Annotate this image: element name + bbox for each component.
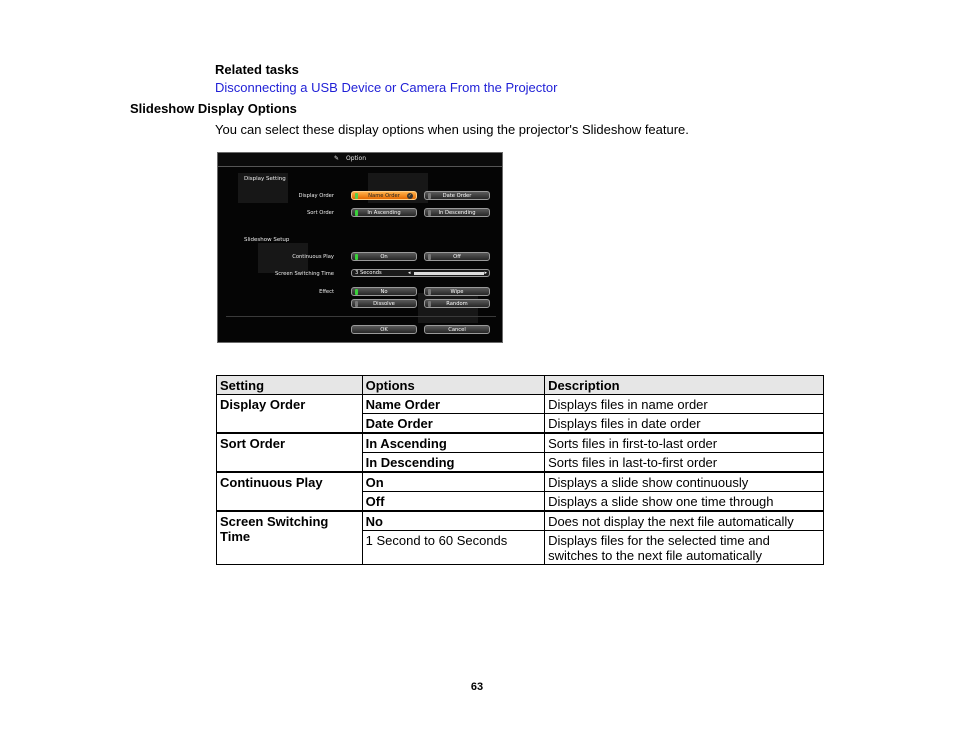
sort-order-label: Sort Order [306,210,334,216]
selected-indicator-icon [355,193,358,199]
description-cell: Sorts files in first-to-last order [545,433,824,453]
slideshow-setup-section: Slideshow Setup [244,237,290,243]
description-cell: Does not display the next file automatically [545,511,824,531]
setting-cell: Display Order [217,395,363,434]
in-descending-button[interactable]: In Descending [424,208,490,217]
option-cell: 1 Second to 60 Seconds [362,531,544,565]
effect-random-button[interactable]: Random [424,299,490,308]
section-title: Slideshow Display Options [130,101,297,116]
intro-paragraph: You can select these display options when using the projector's Slideshow feature. [215,122,689,137]
cancel-button[interactable]: Cancel [424,325,490,334]
setting-cell: Sort Order [217,433,363,472]
effect-dissolve-button[interactable]: Dissolve [351,299,417,308]
screen-switching-label: Screen Switching Time [275,271,334,277]
option-cell: Date Order [362,414,544,434]
check-icon: ✓ [407,193,413,199]
header-setting: Setting [217,376,363,395]
effect-wipe-button[interactable]: Wipe [424,287,490,296]
table-row [217,511,824,531]
tools-icon: ✎ [334,155,340,162]
option-cell: On [362,472,544,492]
description-cell: Displays files in name order [545,395,824,414]
indicator-icon [428,301,431,307]
ok-button[interactable]: OK [351,325,417,334]
table-header-row [217,376,824,395]
description-cell: Displays files in date order [545,414,824,434]
divider [226,316,496,317]
page-number: 63 [470,681,484,693]
header-description: Description [545,376,824,395]
continuous-play-label: Continuous Play [292,254,334,260]
option-cell: In Descending [362,453,544,473]
description-cell: Displays a slide show continuously [545,472,824,492]
indicator-icon [428,193,431,199]
table-row [217,395,824,414]
left-arrow-icon[interactable]: ◂ [408,270,411,276]
name-order-button[interactable]: Name Order ✓ [351,191,417,200]
option-cell: In Ascending [362,433,544,453]
indicator-icon [355,301,358,307]
setting-cell: Continuous Play [217,472,363,511]
setting-cell: Screen Switching Time [217,511,363,565]
option-title: Option [346,155,367,162]
related-tasks-heading: Related tasks [215,62,299,77]
slideshow-options-table [216,375,824,565]
continuous-off-button[interactable]: Off [424,252,490,261]
description-cell: Displays files for the selected time and switches to the next file automatically [545,531,824,565]
header-options: Options [362,376,544,395]
selected-indicator-icon [355,210,358,216]
description-cell: Sorts files in last-to-first order [545,453,824,473]
display-order-label: Display Order [298,193,334,199]
in-ascending-button[interactable]: In Ascending [351,208,417,217]
option-cell: Name Order [362,395,544,414]
continuous-on-button[interactable]: On [351,252,417,261]
effect-no-button[interactable]: No [351,287,417,296]
slider-track[interactable] [414,272,484,275]
date-order-button[interactable]: Date Order [424,191,490,200]
right-arrow-icon[interactable]: ▸ [484,270,487,276]
indicator-icon [428,210,431,216]
effect-label: Effect [319,289,334,295]
description-cell: Displays a slide show one time through [545,492,824,512]
option-cell: Off [362,492,544,512]
option-cell: No [362,511,544,531]
table-row [217,433,824,453]
display-setting-section: Display Setting [244,176,286,182]
disconnect-usb-link[interactable]: Disconnecting a USB Device or Camera From the Projector [215,80,558,95]
indicator-icon [428,254,431,260]
option-screen-image [217,152,503,343]
table-row [217,472,824,492]
indicator-icon [428,289,431,295]
switching-time-slider[interactable]: 3 Seconds ◂ ▸ [351,269,490,277]
selected-indicator-icon [355,289,358,295]
selected-indicator-icon [355,254,358,260]
